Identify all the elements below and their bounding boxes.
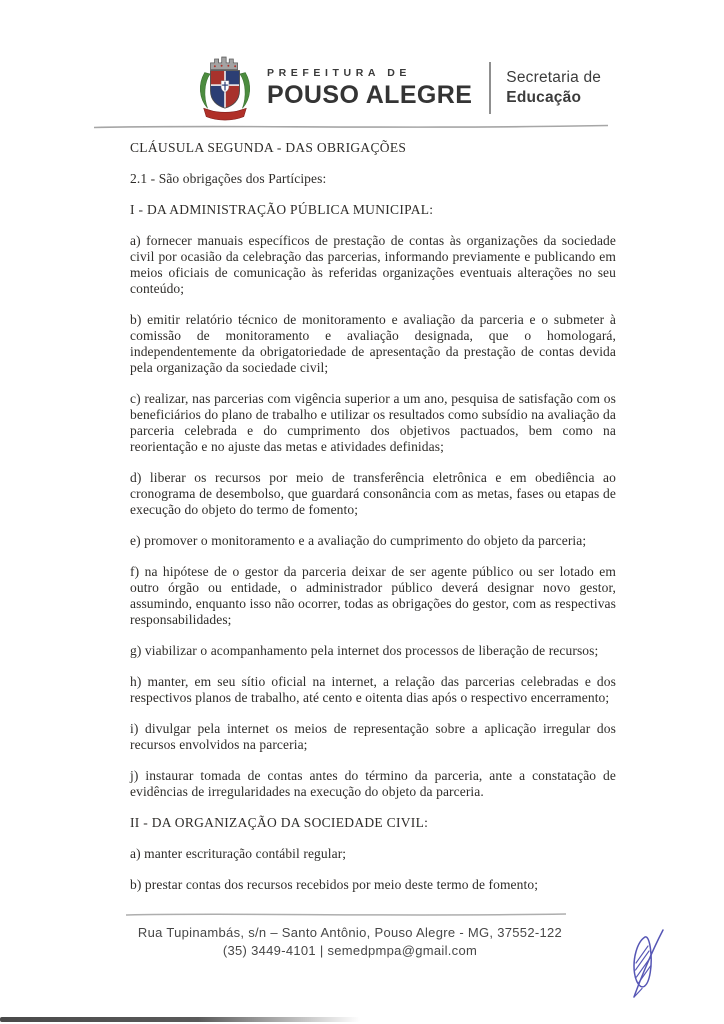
clause-item-1j: j) instaurar tomada de contas antes do término da parceria, ante a constatação de evidências de irregularidades na execução do objeto da parceria.	[130, 768, 616, 799]
signature-icon	[622, 925, 676, 1007]
clause-title: CLÁUSULA SEGUNDA - DAS OBRIGAÇÕES	[130, 140, 407, 155]
clause-item-2a: a) manter escrituração contábil regular;	[130, 846, 347, 861]
department-line1: Secretaria de	[506, 68, 602, 86]
clause-item-1c: c) realizar, nas parcerias com vigência superior a um ano, pesquisa de satisfação com os beneficiários do plano de trabalho e utilizar os resultados como subsídio na avaliação da parceria celebrada e do cumprimento dos objetivos pactuados, bem como na reorientação e no ajuste das metas e atividades definidas;	[130, 391, 616, 454]
clause-item-1d: d) liberar os recursos por meio de transferência eletrônica e em obediência ao cronograma de desembolso, que guardará consonância com as metas, fases ou etapas de execução do objeto do termo de fomento;	[130, 470, 616, 517]
letterhead-vertical-divider	[489, 62, 491, 114]
clause-item-1g: g) viabilizar o acompanhamento pela internet dos processos de liberação de recursos;	[130, 643, 599, 658]
footer-address: Rua Tupinambás, s/n – Santo Antônio, Pouso Alegre - MG, 37552-122	[137, 925, 563, 940]
clause-item-1h: h) manter, em seu sítio oficial na internet, a relação das parcerias celebradas e dos respectivos planos de trabalho, até cento e oitenta dias após o respectivo encerramento;	[130, 674, 616, 705]
clause-item-1b: b) emitir relatório técnico de monitoramento e avaliação da parceria e o submeter à comissão de monitoramento e avaliação designada, que o homologará, independentemente da obrigatoriedade de apresentação da prestação de contas devida pela organização da sociedade civil;	[130, 312, 616, 375]
brand-line-pouso-alegre: POUSO ALEGRE	[267, 80, 473, 109]
department-block	[506, 68, 601, 108]
coat-of-arms-icon	[196, 55, 254, 121]
letterhead	[196, 55, 601, 121]
clause-item-1a: a) fornecer manuais específicos de prestação de contas às organizações da sociedade civil por ocasião da celebração das parcerias, informando previamente e publicando em meios oficiais de comunicação às referidas organizações eventuais alterações no seu conteúdo;	[130, 233, 616, 296]
clause-item-1i: i) divulgar pela internet os meios de representação sobre a aplicação irregular dos recursos envolvidos na parceria;	[130, 721, 616, 752]
section-1-heading: I - DA ADMINISTRAÇÃO PÚBLICA MUNICIPAL:	[130, 202, 434, 217]
scan-edge-artifact	[0, 1017, 360, 1022]
brand-block	[267, 67, 472, 110]
clause-item-2b: b) prestar contas dos recursos recebidos por meio deste termo de fomento;	[130, 877, 539, 892]
footer-rule	[126, 911, 566, 917]
department-line2: Educação	[506, 89, 582, 106]
section-2-heading: II - DA ORGANIZAÇÃO DA SOCIEDADE CIVIL:	[130, 815, 429, 830]
clause-item-1f: f) na hipótese de o gestor da parceria deixar de ser agente público ou ser lotado em outro órgão ou entidade, o administrador público deverá designar novo gestor, assumindo, enquanto isso não ocorrer, todas as obrigações do gestor, com as respectivas responsabilidades;	[130, 564, 616, 627]
header-rule	[94, 123, 608, 129]
clause-item-1e: e) promover o monitoramento e a avaliação do cumprimento do objeto da parceria;	[130, 533, 587, 548]
clause-intro: 2.1 - São obrigações dos Partícipes:	[130, 171, 327, 186]
brand-line-prefeitura: PREFEITURA DE	[267, 66, 411, 79]
footer-contact: (35) 3449-4101 | semedpmpa@gmail.com	[222, 942, 478, 958]
document-body	[130, 140, 616, 908]
letter-footer	[0, 924, 700, 959]
